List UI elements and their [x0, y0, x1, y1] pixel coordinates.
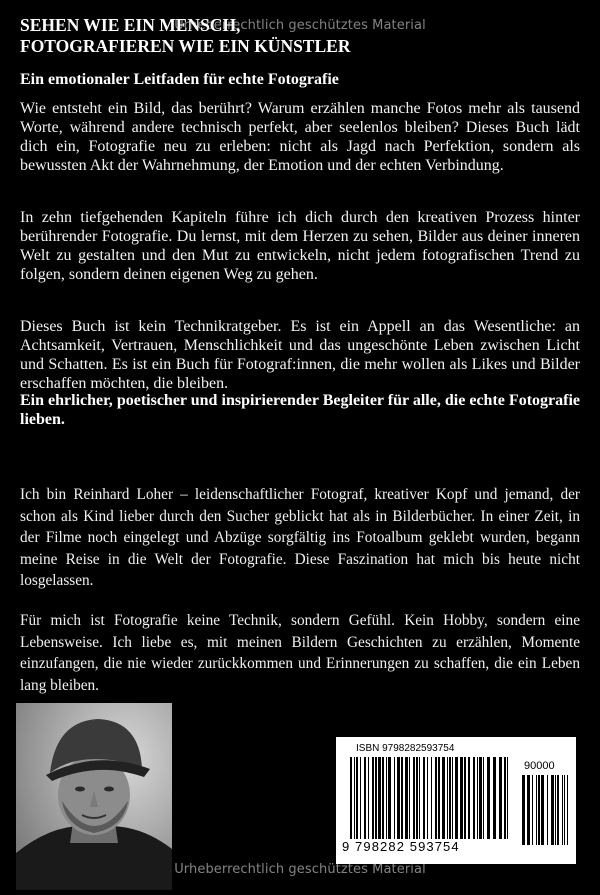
- barcode-stripe: [360, 757, 361, 839]
- barcode-stripe: [541, 775, 544, 845]
- blurb-paragraph: In zehn tiefgehenden Kapiteln führe ich dich durch den kreativen Prozess hinter berührender Fotografie. Du lernst, mit dem Herzen zu sehen, Bilder aus deiner inneren Welt zu gestalten und den Mut zu entwickeln, nicht jedem fotografischen Trend zu folgen, sondern deinen eigenen Weg zu gehen.: [20, 209, 580, 283]
- author-bio-paragraph: Ich bin Reinhard Loher – leidenschaftlicher Fotograf, kreativer Kopf und jemand, der schon als Kind lieber durch den Sucher geblickt hat als in Bilderbücher. In einer Zeit, in der Filme noch eingelegt und Abzüge sorgfältig ins Fotoalbum geklebt wurden, begann meine Reise in die Welt der Fotografie. Diese Faszination hat mich bis heute nicht losgelassen.: [20, 486, 580, 589]
- price-code: 90000: [524, 760, 555, 772]
- barcode-stripe: [375, 757, 377, 839]
- blurb-paragraph: Dieses Buch ist kein Technikratgeber. Es ist ein Appell an das Wesentliche: an Achtsamkeit, Vertrauen, Menschlichkeit und das ungeschönte Leben zwischen Licht und Schatten. Es ist ein Buch für Fotograf:innen, die mehr wollen als Likes und Bilder erschaffen möchten, die bleiben.: [20, 318, 580, 392]
- barcode-stripe: [397, 757, 400, 839]
- barcode-stripe: [431, 757, 432, 839]
- barcode-stripe: [547, 775, 548, 845]
- author-bio-paragraph: Für mich ist Fotografie keine Technik, sondern Gefühl. Kein Hobby, sondern eine Lebensweise. Ich liebe es, mit meinen Bildern Geschichten zu erzählen, Momente einzufangen, die nie wieder zurückkommen und Erinnerungen zu schaffen, die ein Leben lang bleiben.: [20, 612, 580, 694]
- barcode-stripe: [477, 757, 478, 839]
- barcode-stripe: [479, 757, 482, 839]
- barcode-stripe: [499, 757, 502, 839]
- barcode-stripe: [468, 757, 470, 839]
- barcode-stripe: [409, 757, 410, 839]
- barcode-stripe: [449, 757, 451, 839]
- isbn-digits: 9 798282 593754: [342, 839, 460, 854]
- barcode-stripe: [388, 757, 391, 839]
- barcode-addon-bars: [522, 775, 568, 845]
- subtitle: Ein emotionaler Leitfaden für echte Fotografie: [20, 71, 339, 88]
- barcode-stripe: [442, 757, 445, 839]
- barcode-stripe: [378, 757, 381, 839]
- barcode-stripe: [413, 757, 415, 839]
- title-line-2: FOTOGRAFIEREN WIE EIN KÜNSTLER: [20, 36, 351, 56]
- barcode-stripe: [522, 775, 525, 845]
- barcode-stripe: [401, 757, 403, 839]
- isbn-label: ISBN 9798282593754: [356, 743, 455, 754]
- barcode-stripe: [386, 757, 387, 839]
- barcode-stripe: [557, 775, 559, 845]
- barcode-stripe: [551, 775, 554, 845]
- title-line-1: SEHEN WIE EIN MENSCH,: [20, 15, 241, 35]
- barcode-stripe: [555, 775, 556, 845]
- barcode-stripe: [364, 757, 366, 839]
- barcode-stripe: [452, 757, 453, 839]
- barcode-stripe: [483, 757, 484, 839]
- barcode-stripe: [564, 775, 565, 845]
- barcode-stripe: [473, 757, 475, 839]
- barcode-stripe: [382, 757, 384, 839]
- blurb-highlight: Ein ehrlicher, poetischer und inspirierender Begleiter für alle, die echte Fotografie lieben.: [20, 392, 580, 428]
- barcode-stripe: [419, 757, 420, 839]
- watermark-bottom: Urheberrechtlich geschütztes Material: [174, 862, 426, 877]
- barcode-stripe: [416, 757, 418, 839]
- barcode-stripe: [460, 757, 463, 839]
- blurb-paragraph: Wie entsteht ein Bild, das berührt? Warum erzählen manche Fotos mehr als tausend Worte, während andere technisch perfekt, aber seelenlos bleiben? Dieses Buch lädt dich ein, Fotografie neu zu erleben: nicht als Jagd nach Perfektion, sondern als bewussten Akt der Wahrnehmung, der Emotion und der echten Verbindung.: [20, 100, 580, 174]
- barcode-stripe: [538, 775, 540, 845]
- barcode-stripe: [435, 757, 437, 839]
- barcode-stripe: [356, 757, 358, 839]
- barcode-stripe: [487, 757, 490, 839]
- barcode-stripe: [567, 775, 568, 845]
- barcode-stripe: [455, 757, 458, 839]
- barcode-stripe: [562, 775, 563, 845]
- barcode-stripe: [527, 775, 530, 845]
- barcode-stripe: [427, 757, 428, 839]
- barcode-stripe: [350, 757, 352, 839]
- barcode-stripe: [423, 757, 425, 839]
- barcode-bars: [350, 757, 508, 839]
- barcode-stripe: [447, 757, 448, 839]
- barcode-stripe: [504, 757, 506, 839]
- barcode-stripe: [368, 757, 369, 839]
- barcode-stripe: [354, 757, 355, 839]
- barcode-stripe: [394, 757, 395, 839]
- isbn-barcode: [336, 737, 576, 864]
- barcode-stripe: [372, 757, 374, 839]
- barcode-stripe: [405, 757, 408, 839]
- barcode-stripe: [507, 757, 508, 839]
- barcode-stripe: [464, 757, 466, 839]
- watermark-top: Urheberrechtlich geschütztes Material: [174, 18, 426, 33]
- barcode-stripe: [532, 775, 533, 845]
- barcode-stripe: [438, 757, 440, 839]
- barcode-stripe: [493, 757, 496, 839]
- barcode-stripe: [536, 775, 537, 845]
